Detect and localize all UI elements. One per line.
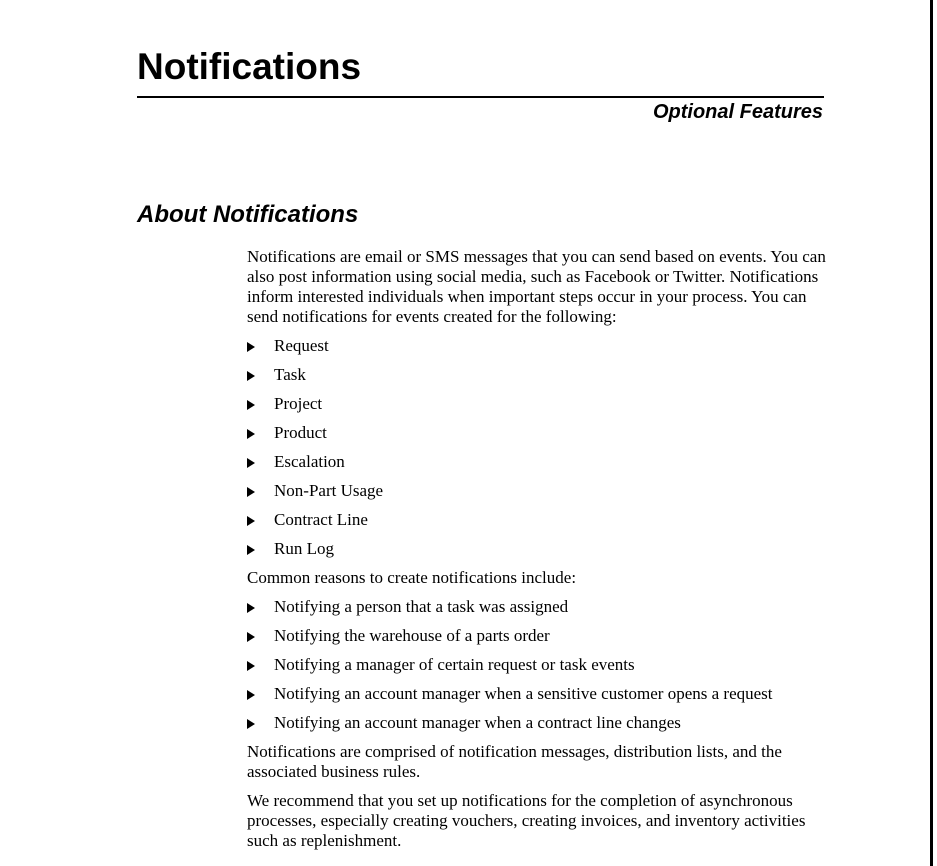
list-item [247, 452, 837, 472]
list-item [247, 655, 837, 675]
list-item-label: Project [274, 394, 323, 413]
list-item [247, 626, 837, 646]
list-item-label: Notifying a person that a task was assigned [274, 597, 569, 616]
list-item [247, 684, 837, 704]
list-item-label: Request [274, 336, 329, 355]
recommendation-paragraph: We recommend that you set up notifications for the completion of asynchronous processes, especially creating vouchers, creating invoices, and inventory activities such as replenishment. [247, 791, 806, 850]
list-item [247, 394, 837, 414]
list-item [247, 423, 837, 443]
triangle-right-bullet-icon [247, 342, 255, 352]
triangle-right-bullet-icon [247, 690, 255, 700]
list-item [247, 365, 837, 385]
list-item-label: Notifying a manager of certain request or task events [274, 655, 635, 674]
list-item-label: Contract Line [274, 510, 368, 529]
list-item-label: Product [274, 423, 327, 442]
triangle-right-bullet-icon [247, 458, 255, 468]
list-item-label: Notifying an account manager when a contract line changes [274, 713, 681, 732]
triangle-right-bullet-icon [247, 632, 255, 642]
list-item-label: Non-Part Usage [274, 481, 384, 500]
triangle-right-bullet-icon [247, 719, 255, 729]
list-item-label: Run Log [274, 539, 334, 558]
triangle-right-bullet-icon [247, 661, 255, 671]
event-types-list [247, 336, 837, 559]
list-item-label: Escalation [274, 452, 345, 471]
part-name-header: Optional Features [652, 101, 823, 123]
triangle-right-bullet-icon [247, 400, 255, 410]
list-item [247, 510, 837, 530]
chapter-title: Notifications [137, 46, 362, 87]
reasons-list [247, 597, 837, 733]
section-body [247, 247, 837, 851]
reasons-intro-paragraph: Common reasons to create notifications include: [247, 568, 577, 587]
chapter-title-rule [137, 96, 824, 98]
list-item [247, 713, 837, 733]
page-margin [933, 0, 937, 866]
section-title: About Notifications [137, 201, 359, 228]
triangle-right-bullet-icon [247, 487, 255, 497]
intro-paragraph: Notifications are email or SMS messages that you can send based on events. You can also post information using social media, such as Facebook or Twitter. Notifications inform interested individuals when important steps occur in your process. You can send notifications for events created for the following: [247, 247, 826, 326]
list-item [247, 597, 837, 617]
list-item [247, 481, 837, 501]
triangle-right-bullet-icon [247, 429, 255, 439]
triangle-right-bullet-icon [247, 603, 255, 613]
list-item-label: Notifying the warehouse of a parts order [274, 626, 550, 645]
comprised-paragraph: Notifications are comprised of notification messages, distribution lists, and the associated business rules. [247, 742, 782, 781]
triangle-right-bullet-icon [247, 516, 255, 526]
triangle-right-bullet-icon [247, 545, 255, 555]
list-item-label: Task [274, 365, 306, 384]
triangle-right-bullet-icon [247, 371, 255, 381]
list-item-label: Notifying an account manager when a sensitive customer opens a request [274, 684, 773, 703]
list-item [247, 336, 837, 356]
list-item [247, 539, 837, 559]
